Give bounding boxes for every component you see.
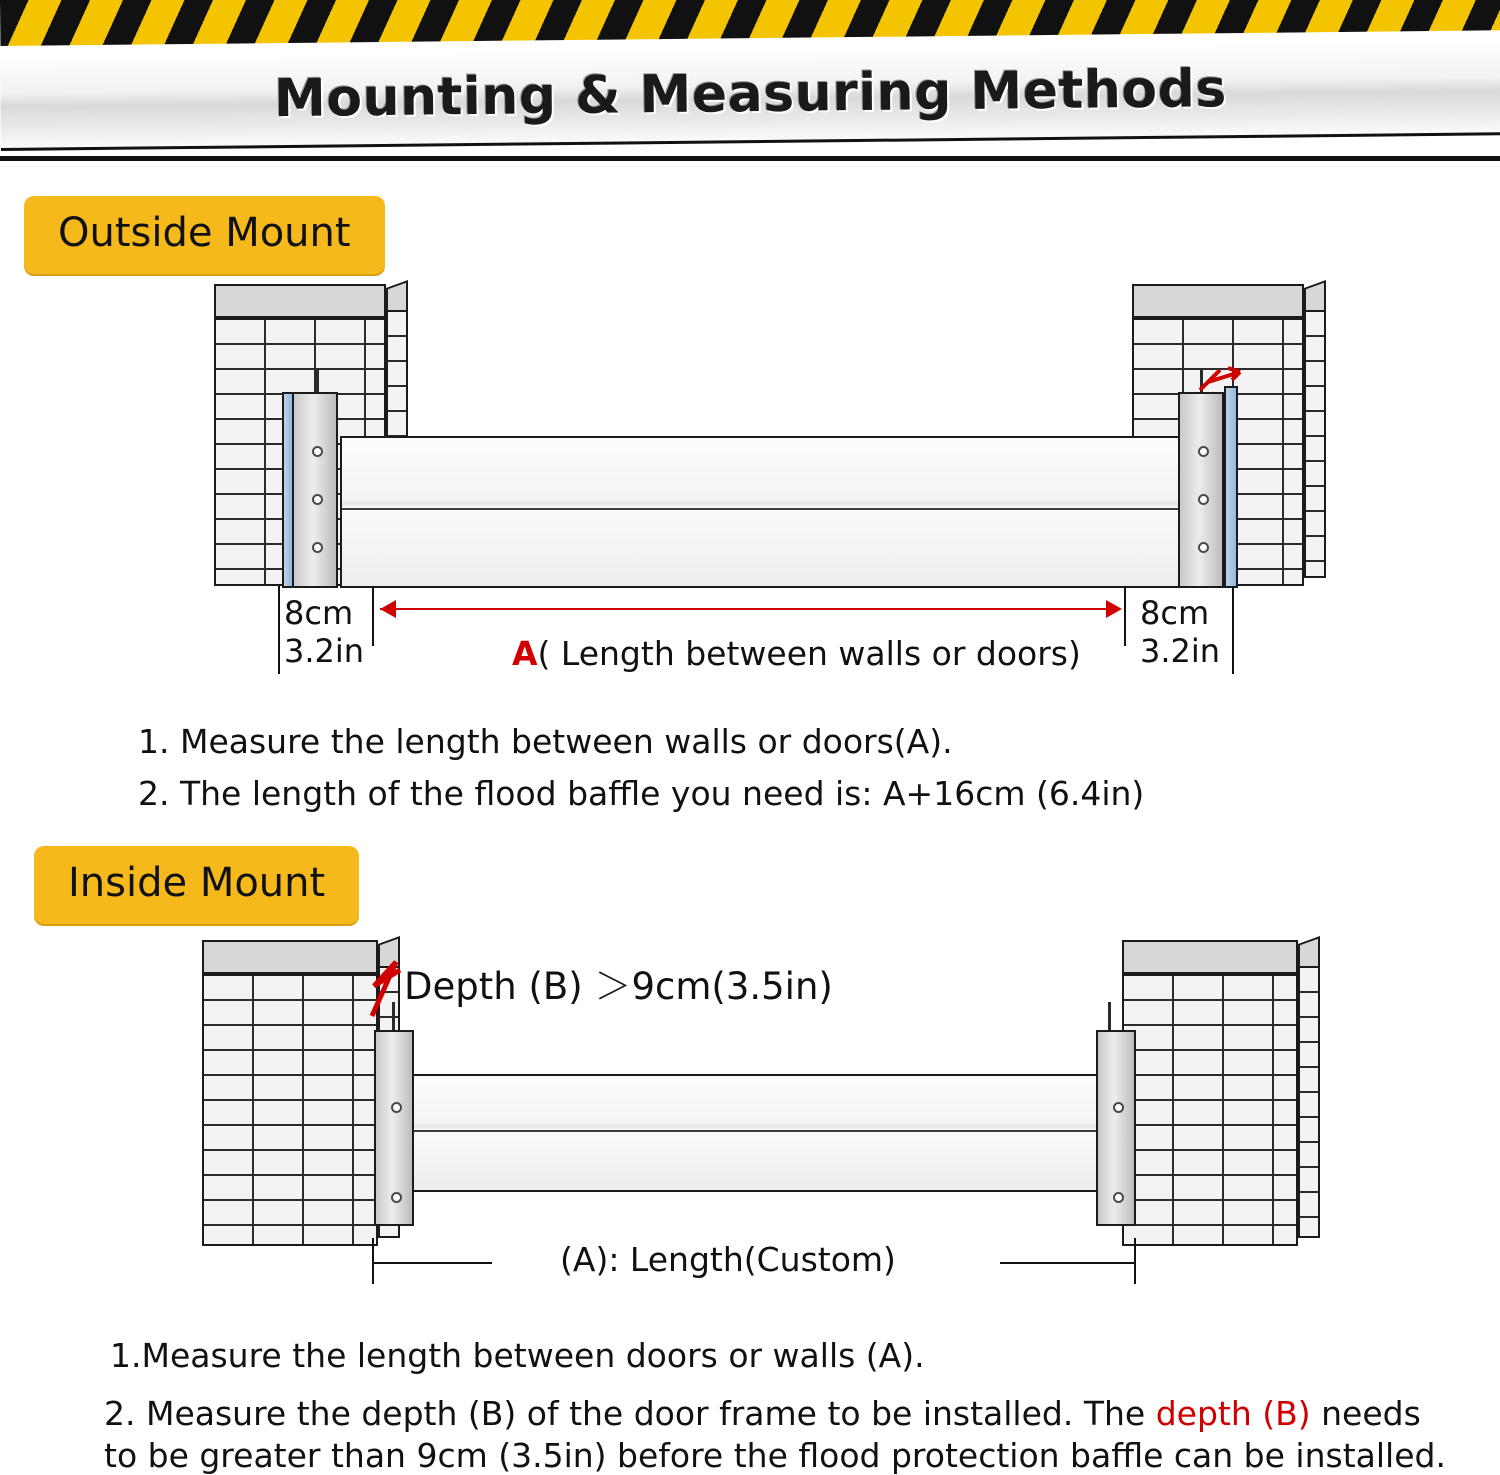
bracket-hole-icon [1198,542,1209,553]
left-wall-top-inside [202,940,378,974]
inside-step-2-line2: to be greater than 9cm (3.5in) before the flood protection baffle can be installed. [104,1436,1446,1475]
bracket-hole-icon [1113,1192,1124,1203]
bracket-hole-icon [312,446,323,457]
right-wall-top-inside [1122,940,1298,974]
flood-baffle-panel-inside [398,1074,1122,1192]
dim-tick-left-inner-outside [372,586,374,646]
bracket-hole-icon [1198,446,1209,457]
length-caption-inside: (A): Length(Custom) [560,1240,896,1279]
bracket-hole-icon [391,1102,402,1113]
left-wall-top-outside [214,284,386,318]
dim-tick-right-outer-outside [1232,586,1234,674]
page-title: Mounting & Measuring Methods [273,59,1228,130]
right-wall-side-inside [1298,966,1320,1238]
title-bar [0,40,1500,151]
right-seal-strip-outside [1224,386,1238,588]
header-divider [0,156,1500,161]
right-dimension-line2-outside: 3.2in [1140,632,1221,670]
dim-tick-left-outer-outside [278,586,280,674]
dim-tick-left-inside [372,1238,374,1284]
right-mounting-bracket-outside [1178,392,1224,588]
right-wall-side-outside [1304,310,1326,578]
dimension-arrow-left-outside [380,600,396,618]
bracket-hole-icon [1198,494,1209,505]
left-mounting-bracket-inside [374,1030,414,1226]
left-dimension-line2-outside: 3.2in [284,632,365,670]
dim-tick-right-inner-outside [1124,586,1126,646]
section-badge-inside-mount: Inside Mount [34,846,359,924]
inside-step-1: 1.Measure the length between doors or walls (A). [110,1336,925,1375]
bracket-hole-icon [312,494,323,505]
left-wall-inside [202,974,378,1246]
right-wall-inside [1122,974,1298,1246]
bracket-hole-icon [312,542,323,553]
header [0,0,1500,160]
dimension-arrow-right-outside [1106,600,1122,618]
inside-step-2-text-a: 2. Measure the depth (B) of the door frame to be installed. The [104,1394,1156,1433]
dimension-line-A-outside [380,608,1120,610]
right-wall-top-outside [1132,284,1304,318]
left-mounting-bracket-outside [292,392,338,588]
right-mounting-bracket-inside [1096,1030,1136,1226]
inside-step-2-line1 [104,1394,1421,1433]
dim-tick-right-inside [1134,1238,1136,1284]
right-dimension-line1-outside: 8cm [1140,594,1210,632]
left-dimension-line1-outside: 8cm [284,594,354,632]
right-depth-marker-outside [1196,364,1256,398]
outside-step-1: 1. Measure the length between walls or doors(A). [138,722,953,761]
left-seal-strip-outside [282,392,294,588]
inside-step-2-text-b: needs [1310,1394,1421,1433]
depth-label-inside: Depth (B) ＞9cm(3.5in) [404,965,833,1008]
bracket-hole-icon [1113,1102,1124,1113]
inside-step-2-highlight: depth (B) [1155,1394,1311,1433]
dimension-caption-text: ( Length between walls or doors) [537,634,1081,673]
dimension-line-left-inside [372,1262,492,1264]
dimension-caption-outside [512,634,1081,673]
flood-baffle-panel-outside [340,436,1180,588]
dimension-line-right-inside [1000,1262,1134,1264]
dimension-marker-A: A [512,634,538,673]
section-badge-outside-mount: Outside Mount [24,196,385,274]
outside-step-2: 2. The length of the flood baffle you need is: A+16cm (6.4in) [138,774,1145,813]
bracket-hole-icon [391,1192,402,1203]
